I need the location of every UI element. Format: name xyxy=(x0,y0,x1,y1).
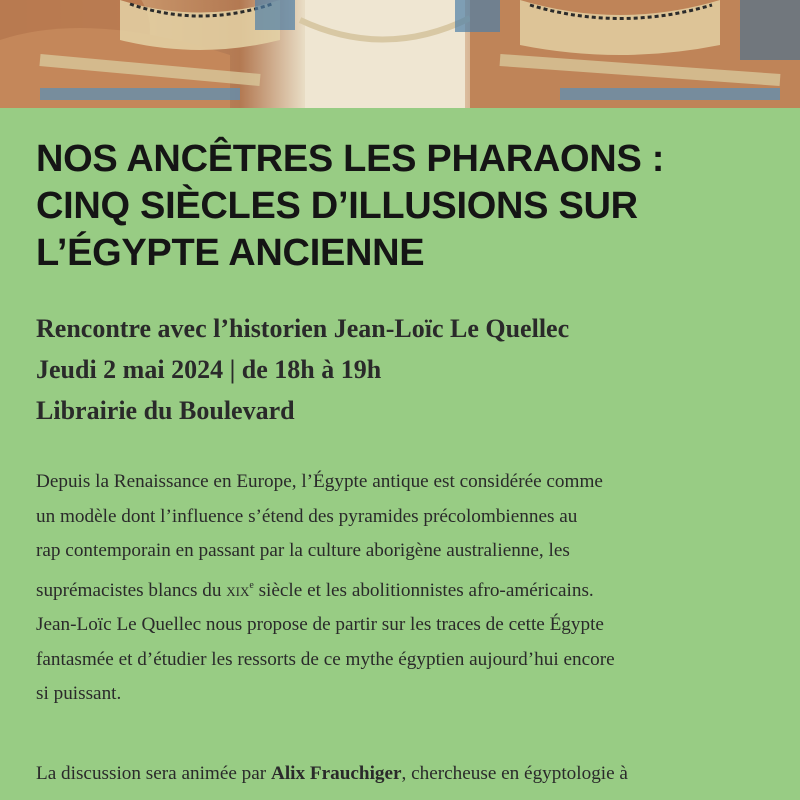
description-text: siècle et les abolitionnistes afro-américains. xyxy=(253,579,594,601)
century-superscript: e xyxy=(249,579,254,591)
event-location: Librairie du Boulevard xyxy=(36,396,295,425)
title-line-3: L’ÉGYPTE ANCIENNE xyxy=(36,232,425,274)
description-line: si puissant. xyxy=(36,683,122,704)
event-description xyxy=(36,465,776,712)
moderator-name: Alix Frauchiger xyxy=(270,763,402,784)
century-numeral: xix xyxy=(226,579,250,600)
egyptian-painting xyxy=(0,0,800,108)
moderator-text xyxy=(36,757,796,791)
banner-image xyxy=(0,0,800,108)
description-line: fantasmée et d’étudier les ressorts de ce mythe égyptien aujourd’hui encore xyxy=(36,648,615,670)
moderator-suffix: , chercheuse en égyptologie à xyxy=(401,763,628,784)
description-text: suprémacistes blancs du xyxy=(36,579,227,601)
title-line-1: NOS ANCÊTRES LES PHARAONS : xyxy=(36,138,665,180)
title-line-2: CINQ SIÈCLES D’ILLUSIONS SUR xyxy=(36,185,638,227)
description-line: Jean-Loïc Le Quellec nous propose de partir sur les traces de cette Égypte xyxy=(36,614,604,635)
event-speaker: Rencontre avec l’historien Jean-Loïc Le Quellec xyxy=(36,314,570,343)
description-line: Depuis la Renaissance en Europe, l’Égypte antique est considérée comme xyxy=(36,471,603,492)
description-line xyxy=(36,569,776,609)
event-details xyxy=(36,308,776,431)
description-line: rap contemporain en passant par la culture aborigène australienne, les xyxy=(36,540,570,561)
event-date: Jeudi 2 mai 2024 | de 18h à 19h xyxy=(36,355,382,384)
page-title xyxy=(36,136,776,277)
moderator-prefix: La discussion sera animée par xyxy=(36,763,271,784)
description-line: un modèle dont l’influence s’étend des pyramides précolombiennes au xyxy=(36,505,578,527)
